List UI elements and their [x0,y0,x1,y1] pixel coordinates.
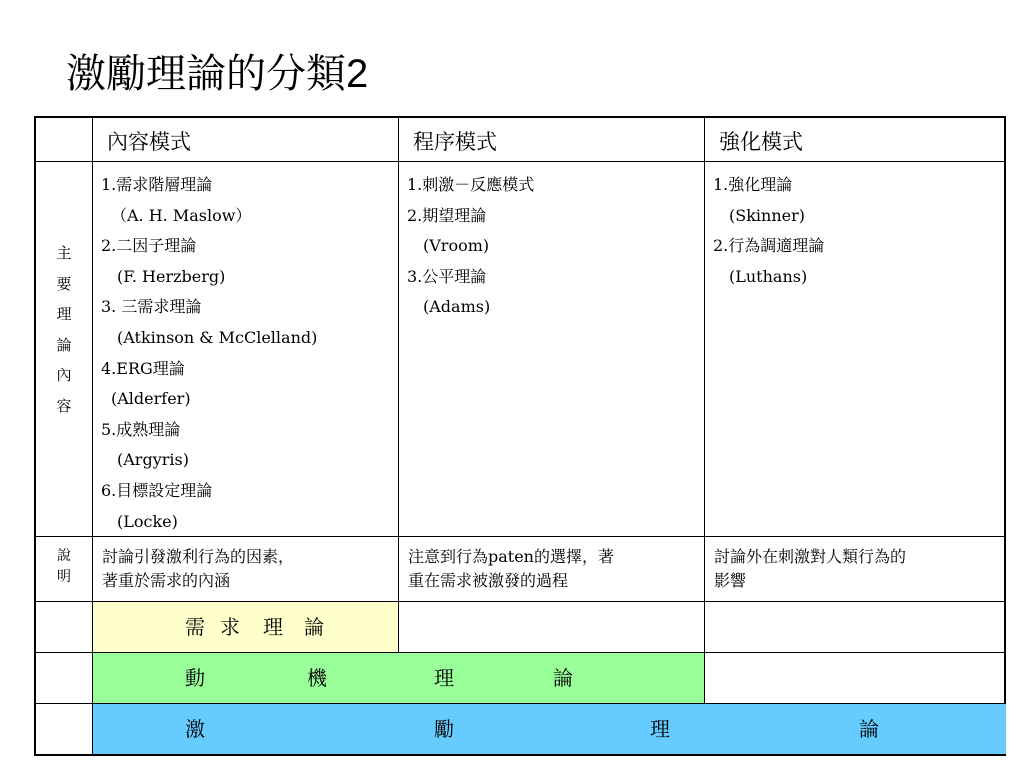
band-char: 理 [434,666,454,690]
content-theories-cell [93,162,399,537]
empty-cell [399,602,705,653]
explanation-text: 討論引發激利行為的因素， 著重於需求的內涵 [102,547,295,590]
band-char: 論 [859,717,879,741]
band-label-cell [36,653,93,704]
band-char: 需 [185,615,205,639]
list-item: (F. Herzberg) [117,266,226,286]
list-item: 6.目標設定理論 [101,480,213,500]
row-label-main-theories [36,162,93,537]
list-item: 1.需求階層理論 [101,175,213,194]
list-item: 3. 三需求理論 [101,297,202,317]
explanation-label: 說 明 [57,548,71,585]
band-char: 動 [185,666,205,690]
list-item: (Skinner) [729,205,805,225]
band-char: 求 [220,615,240,639]
need-theory-band [93,602,399,653]
explanation-text: 注意到行為paten的選擇，著 重在需求被激發的過程 [408,547,614,590]
list-item: 2.二因子理論 [101,236,197,256]
theory-table [34,116,1006,756]
list-item: (Atkinson & McClelland) [117,327,318,347]
header-reinforcement-model [705,118,1006,162]
theory-list [101,170,317,537]
list-item: (Argyris) [117,450,189,470]
reinforcement-explanation-cell [705,537,1006,602]
list-item: 2.行為調適理論 [713,236,825,256]
slide-title [66,46,368,102]
list-item: 2.期望理論 [407,205,487,225]
list-item: (Luthans) [729,266,808,286]
band-char: 機 [307,666,327,690]
header-label: 程序模式 [413,130,497,154]
content-explanation-cell [93,537,399,602]
theory-list [407,170,534,323]
band-label-cell [36,602,93,653]
band-char: 理 [650,717,670,741]
vertical-label: 主 要 理 論 內 容 [56,244,72,415]
list-item: (Alderfer) [111,389,191,409]
list-item: (Vroom) [423,236,490,256]
row-label-explanation [36,537,93,602]
band-label-cell [36,704,93,754]
explanation-text: 討論外在刺激對人類行為的 影響 [714,547,907,590]
title-number: 2 [346,52,369,96]
header-label: 強化模式 [719,130,803,154]
band-char: 論 [304,615,324,639]
list-item: 5.成熟理論 [101,419,181,439]
band-char: 理 [263,615,283,639]
list-item: 1.強化理論 [713,175,793,194]
title-text: 激勵理論的分類 [66,51,346,97]
band-char: 勵 [434,717,454,741]
header-label: 內容模式 [107,130,191,154]
band-char: 激 [185,717,205,741]
list-item: (Adams) [423,297,491,317]
list-item: 3.公平理論 [407,266,487,286]
motivation-theory-band [93,653,705,704]
empty-cell [705,602,1006,653]
corner-cell [36,118,93,162]
band-char: 論 [553,666,573,690]
list-item: 1.刺激－反應模式 [407,175,535,194]
empty-cell [705,653,1006,704]
theory-list [713,170,824,292]
list-item: （A. H. Maslow） [111,205,252,225]
reinforcement-theories-cell [705,162,1006,537]
list-item: (Locke) [117,511,178,531]
header-content-model [93,118,399,162]
process-theories-cell [399,162,705,537]
incentive-theory-band [93,704,1006,754]
list-item: 4.ERG理論 [101,358,185,378]
process-explanation-cell [399,537,705,602]
header-process-model [399,118,705,162]
